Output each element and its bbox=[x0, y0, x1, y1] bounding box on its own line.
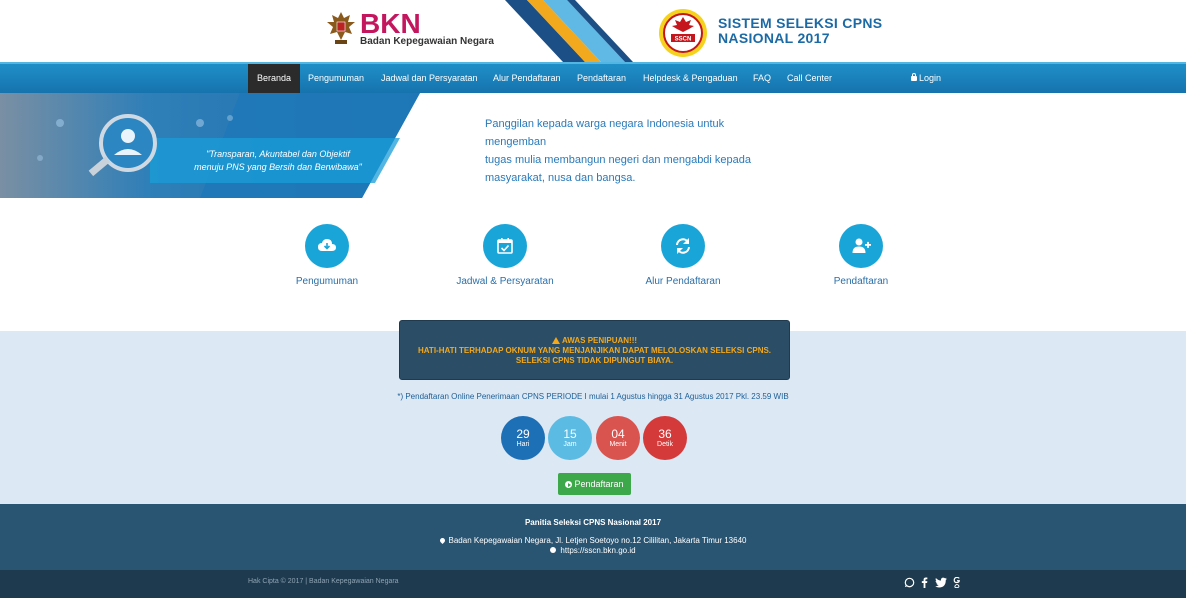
countdown-minutes-value: 04 bbox=[611, 427, 625, 441]
fraud-warning-box bbox=[399, 320, 790, 380]
hero-banner-image bbox=[0, 93, 420, 198]
warning-line1: HATI-HATI TERHADAP OKNUM YANG MENJANJIKAN DAPAT MELOLOSKAN SELEKSI CPNS. bbox=[417, 346, 772, 355]
warning-title-text: AWAS PENIPUAN!!! bbox=[561, 336, 638, 345]
footer-title: Panitia Seleksi CPNS Nasional 2017 bbox=[524, 518, 662, 527]
register-button[interactable] bbox=[558, 473, 631, 495]
system-title-line1: SISTEM SELEKSI CPNS bbox=[718, 15, 883, 31]
header-stripes-decoration bbox=[505, 0, 645, 62]
sscn-logo[interactable] bbox=[657, 8, 709, 58]
play-circle-icon bbox=[565, 481, 572, 488]
lock-icon bbox=[911, 76, 917, 81]
twitter-icon[interactable] bbox=[935, 575, 947, 593]
feature-pengumuman[interactable] bbox=[247, 224, 407, 287]
feature-pendaftaran-label[interactable]: Pendaftaran bbox=[833, 276, 889, 287]
hero-text-line2: tugas mulia membangun negeri dan mengabdi kepada bbox=[485, 154, 752, 166]
nav-item-helpdesk[interactable]: Helpdesk & Pengaduan bbox=[643, 73, 738, 83]
cloud-download-icon bbox=[317, 236, 337, 256]
countdown-days-unit: Hari bbox=[516, 441, 530, 448]
feature-pengumuman-label[interactable]: Pengumuman bbox=[295, 276, 359, 287]
google-plus-icon[interactable] bbox=[953, 575, 961, 593]
footer-address-text: Badan Kepegawaian Negara, Jl. Letjen Soetoyo no.12 Cililitan, Jakarta Timur 13640 bbox=[448, 536, 747, 545]
countdown-hours-value: 15 bbox=[563, 427, 577, 441]
feature-links bbox=[0, 198, 1186, 331]
login-label: Login bbox=[919, 73, 942, 83]
whatsapp-icon[interactable] bbox=[904, 575, 915, 593]
countdown-seconds-value: 36 bbox=[658, 427, 672, 441]
feature-jadwal-circle[interactable] bbox=[483, 224, 527, 268]
hero-section bbox=[0, 93, 1186, 198]
footer-url-text[interactable]: https://sscn.bkn.go.id bbox=[560, 546, 636, 555]
feature-alur-label[interactable]: Alur Pendaftaran bbox=[645, 276, 721, 287]
sscn-logo-text: SSCN bbox=[674, 36, 692, 43]
countdown-minutes-unit: Menit bbox=[609, 441, 627, 448]
nav-item-jadwal[interactable]: Jadwal dan Persyaratan bbox=[381, 73, 478, 83]
hero-text bbox=[485, 115, 785, 187]
register-button-label: Pendaftaran bbox=[574, 479, 624, 489]
hero-quote-line1: "Transparan, Akuntabel dan Objektif bbox=[206, 149, 350, 159]
hero-text-line1: Panggilan kepada warga negara Indonesia untuk mengemban bbox=[485, 118, 725, 148]
brand-subtitle: Badan Kepegawaian Negara bbox=[360, 36, 494, 47]
countdown-hours-unit: Jam bbox=[563, 441, 577, 448]
hero-quote bbox=[178, 148, 378, 174]
map-marker-icon bbox=[438, 537, 445, 544]
login-link[interactable] bbox=[911, 64, 941, 93]
feature-alur[interactable] bbox=[603, 224, 763, 287]
feature-jadwal[interactable] bbox=[425, 224, 585, 287]
countdown-days-value: 29 bbox=[516, 427, 530, 441]
warning-line2: SELEKSI CPNS TIDAK DIPUNGUT BIAYA. bbox=[515, 356, 674, 365]
nav-item-pendaftaran[interactable]: Pendaftaran bbox=[577, 73, 627, 83]
nav-item-call-center[interactable]: Call Center bbox=[787, 73, 833, 83]
feature-jadwal-label[interactable]: Jadwal & Persyaratan bbox=[456, 276, 554, 287]
footer-url[interactable] bbox=[0, 546, 1186, 555]
nav-item-beranda[interactable]: Beranda bbox=[248, 64, 300, 93]
feature-pendaftaran[interactable] bbox=[781, 224, 941, 287]
main-nav bbox=[0, 62, 1186, 93]
brand-name: BKN bbox=[360, 8, 421, 39]
social-links bbox=[904, 575, 963, 589]
user-plus-icon bbox=[851, 236, 871, 256]
nav-item-faq[interactable]: FAQ bbox=[753, 73, 772, 83]
site-footer bbox=[0, 504, 1186, 570]
feature-pengumuman-circle[interactable] bbox=[305, 224, 349, 268]
warning-icon bbox=[552, 337, 560, 344]
copyright: Hak Cipta © 2017 | Badan Kepegawaian Negara bbox=[248, 578, 399, 585]
countdown-seconds bbox=[643, 416, 687, 460]
garuda-emblem-icon bbox=[326, 10, 356, 46]
countdown-seconds-unit: Detik bbox=[657, 441, 673, 448]
calendar-check-icon bbox=[495, 236, 515, 256]
warning-title bbox=[400, 336, 789, 346]
globe-icon bbox=[550, 547, 556, 553]
nav-item-alur[interactable]: Alur Pendaftaran bbox=[493, 73, 561, 83]
site-header bbox=[0, 0, 1186, 62]
feature-pendaftaran-circle[interactable] bbox=[839, 224, 883, 268]
bkn-logo[interactable] bbox=[326, 8, 494, 50]
footer-address bbox=[0, 536, 1186, 545]
hero-quote-line2: menuju PNS yang Bersih dan Berwibawa" bbox=[194, 162, 362, 172]
feature-alur-circle[interactable] bbox=[661, 224, 705, 268]
hero-text-line3: masyarakat, nusa dan bangsa. bbox=[485, 172, 636, 184]
facebook-icon[interactable] bbox=[921, 575, 928, 593]
bottom-bar bbox=[0, 570, 1186, 598]
system-title bbox=[718, 16, 882, 46]
countdown-minutes bbox=[596, 416, 640, 460]
nav-item-pengumuman[interactable]: Pengumuman bbox=[308, 73, 365, 83]
countdown-days bbox=[501, 416, 545, 460]
system-title-line2: NASIONAL 2017 bbox=[718, 30, 830, 46]
refresh-icon bbox=[673, 236, 693, 256]
countdown-section bbox=[0, 331, 1186, 504]
countdown-hours bbox=[548, 416, 592, 460]
registration-note: *) Pendaftaran Online Penerimaan CPNS PERIODE I mulai 1 Agustus hingga 31 Agustus 2017 Pkl. 23.59 WIB bbox=[397, 392, 789, 401]
